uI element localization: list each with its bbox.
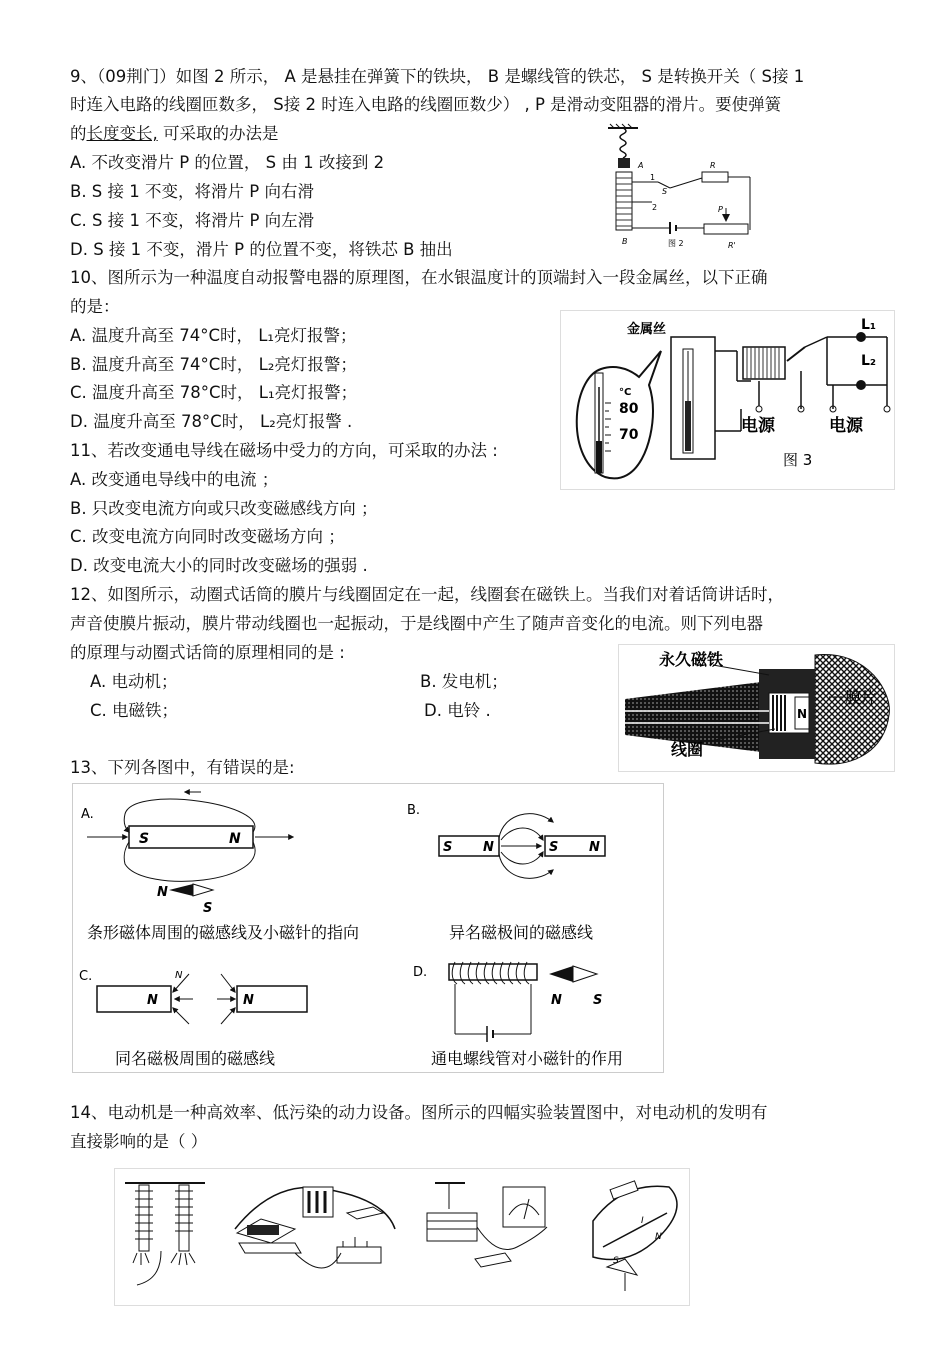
q9-fig-label-a: A xyxy=(638,161,644,170)
q11-option-a: A. 改变通电导线中的电流 ； xyxy=(70,470,279,489)
q12-microphone-figure xyxy=(618,644,895,772)
q14-experiment-3 xyxy=(427,1183,547,1267)
q13-b-n1: N xyxy=(483,840,494,855)
q9-line3 xyxy=(70,123,279,145)
q13-b-n2: N xyxy=(589,840,600,855)
q9-fig-label-r: R xyxy=(710,161,716,170)
q10-fig-power1: 电源 xyxy=(741,416,775,436)
q10-option-c: C. 温度升高至 78°C时， L₁亮灯报警； xyxy=(70,383,358,402)
q12-fig-n: N xyxy=(797,707,808,721)
q13-a-caption: 条形磁体周围的磁感线及小磁针的指向 xyxy=(87,923,360,942)
q10-fig-l2: L₂ xyxy=(861,353,877,369)
q10-option-a: A. 温度升高至 74°C时， L₁亮灯报警； xyxy=(70,326,357,345)
q12-line2: 声音使膜片振动，膜片带动线圈也一起振动，于是线圈中产生了随声音变化的电流。则下列电器 xyxy=(70,614,763,633)
q10-option-d: D. 温度升高至 78°C时， L₂亮灯报警 . xyxy=(70,412,353,431)
q13-b-s1: S xyxy=(443,840,453,855)
q13-a-letter: A. xyxy=(81,807,94,822)
q13-a-n: N xyxy=(229,831,241,847)
q9-fig-label-1: 1 xyxy=(650,173,656,182)
q9-line3-post: 可采取的办法是 xyxy=(157,124,279,143)
q12-fig-diaphragm: 膜片 xyxy=(845,688,878,707)
q14-experiment-2 xyxy=(235,1187,395,1268)
q10-line1: 10、图所示为一种温度自动报警电器的原理图，在水银温度计的顶端封入一段金属丝，以下正确 xyxy=(70,268,768,287)
q9-fig-label-p: P xyxy=(718,205,723,214)
q13-figure-grid xyxy=(72,783,664,1073)
q10-fig-metal-wire: 金属丝 xyxy=(627,322,667,337)
q10-fig-power2: 电源 xyxy=(829,416,863,436)
q13-a-s: S xyxy=(139,831,150,847)
q13-a-needle-s: S xyxy=(203,901,213,916)
q13-d-n: N xyxy=(551,993,562,1008)
q13-c-small-n: N xyxy=(175,970,183,981)
q14-line2: 直接影响的是（ ） xyxy=(70,1132,208,1151)
q12-line3: 的原理与动圈式话筒的原理相同的是 : xyxy=(70,643,345,662)
q13-line1: 13、下列各图中，有错误的是: xyxy=(70,758,295,777)
q9-option-c: C. S 接 1 不变，将滑片 P 向左滑 xyxy=(70,211,315,230)
q11-option-c: C. 改变电流方向同时改变磁场方向 ； xyxy=(70,527,345,546)
q9-fig-caption: 图 2 xyxy=(668,239,684,248)
q12-fig-coil: 线圈 xyxy=(671,740,704,759)
q10-fig-caption: 图 3 xyxy=(783,451,813,469)
q13-d-s: S xyxy=(593,993,603,1008)
q9-option-a: A. 不改变滑片 P 的位置， S 由 1 改接到 2 xyxy=(70,153,385,172)
q13-b-s2: S xyxy=(549,840,559,855)
q9-circuit-figure xyxy=(602,122,766,262)
q13-c-letter: C. xyxy=(79,969,93,984)
q13-b-letter: B. xyxy=(407,803,421,818)
q11-option-b: B. 只改变电流方向或只改变磁感线方向 ； xyxy=(70,499,378,518)
q11-line1: 11、若改变通电导线在磁场中受力的方向，可采取的办法 : xyxy=(70,441,498,460)
q9-option-b: B. S 接 1 不变，将滑片 P 向右滑 xyxy=(70,182,314,201)
q13-d-caption: 通电螺线管对小磁针的作用 xyxy=(431,1049,624,1068)
q12-option-b: B. 发电机； xyxy=(420,672,508,691)
q9-line3-pre: 的 xyxy=(70,124,87,143)
q12-option-d: D. 电铃 . xyxy=(424,701,491,720)
q10-fig-unit: °C xyxy=(619,387,632,398)
q10-line2: 的是： xyxy=(70,297,120,316)
q13-c-n1: N xyxy=(147,993,158,1008)
q12-option-c: C. 电磁铁； xyxy=(90,701,179,720)
q14-experiment-1 xyxy=(125,1183,205,1285)
q14-fig-i: I xyxy=(641,1216,644,1226)
q14-line1: 14、电动机是一种高效率、低污染的动力设备。图所示的四幅实验装置图中，对电动机的发明有 xyxy=(70,1103,768,1122)
q9-fig-label-b: B xyxy=(622,237,628,246)
q9-line1: 9、（09荆门）如图 2 所示， A 是悬挂在弹簧下的铁块， B 是螺线管的铁芯， S 是转换开关（ S接 1 xyxy=(70,67,805,86)
q14-fig-n: N xyxy=(655,1232,662,1242)
q10-option-b: B. 温度升高至 74°C时， L₂亮灯报警； xyxy=(70,355,357,374)
q10-fig-t80: 80 xyxy=(619,401,639,417)
q14-fig-s: S xyxy=(613,1256,619,1266)
q9-option-d: D. S 接 1 不变，滑片 P 的位置不变，将铁芯 B 抽出 xyxy=(70,240,453,259)
q14-experiment-4 xyxy=(593,1181,677,1291)
q12-line1: 12、如图所示，动圈式话筒的膜片与线圈固定在一起，线圈套在磁铁上。当我们对着话筒讲话时， xyxy=(70,585,784,604)
q9-fig-label-rprime: R' xyxy=(728,241,736,250)
q13-c-n2: N xyxy=(243,993,254,1008)
q9-fig-label-s: S xyxy=(662,187,668,196)
q13-d-letter: D. xyxy=(413,965,428,980)
q12-fig-magnet: 永久磁铁 xyxy=(659,650,724,669)
q13-b-caption: 异名磁极间的磁感线 xyxy=(449,923,594,942)
q14-experiments-figure xyxy=(114,1168,690,1306)
q13-c-caption: 同名磁极周围的磁感线 xyxy=(115,1049,276,1068)
q10-alarm-figure xyxy=(560,310,895,490)
q9-line2: 时连入电路的线圈匝数多， S接 2 时连入电路的线圈匝数少） , P 是滑动变阻器的滑片。要使弹簧 xyxy=(70,95,782,114)
q9-line3-underlined: 长度变长, xyxy=(86,124,158,143)
q11-option-d: D. 改变电流大小的同时改变磁场的强弱 . xyxy=(70,556,368,575)
q13-a-needle-n: N xyxy=(157,885,168,900)
q10-fig-l1: L₁ xyxy=(861,317,877,333)
q10-fig-t70: 70 xyxy=(619,427,639,443)
q12-option-a: A. 电动机； xyxy=(90,672,178,691)
q9-fig-label-2: 2 xyxy=(652,203,658,212)
